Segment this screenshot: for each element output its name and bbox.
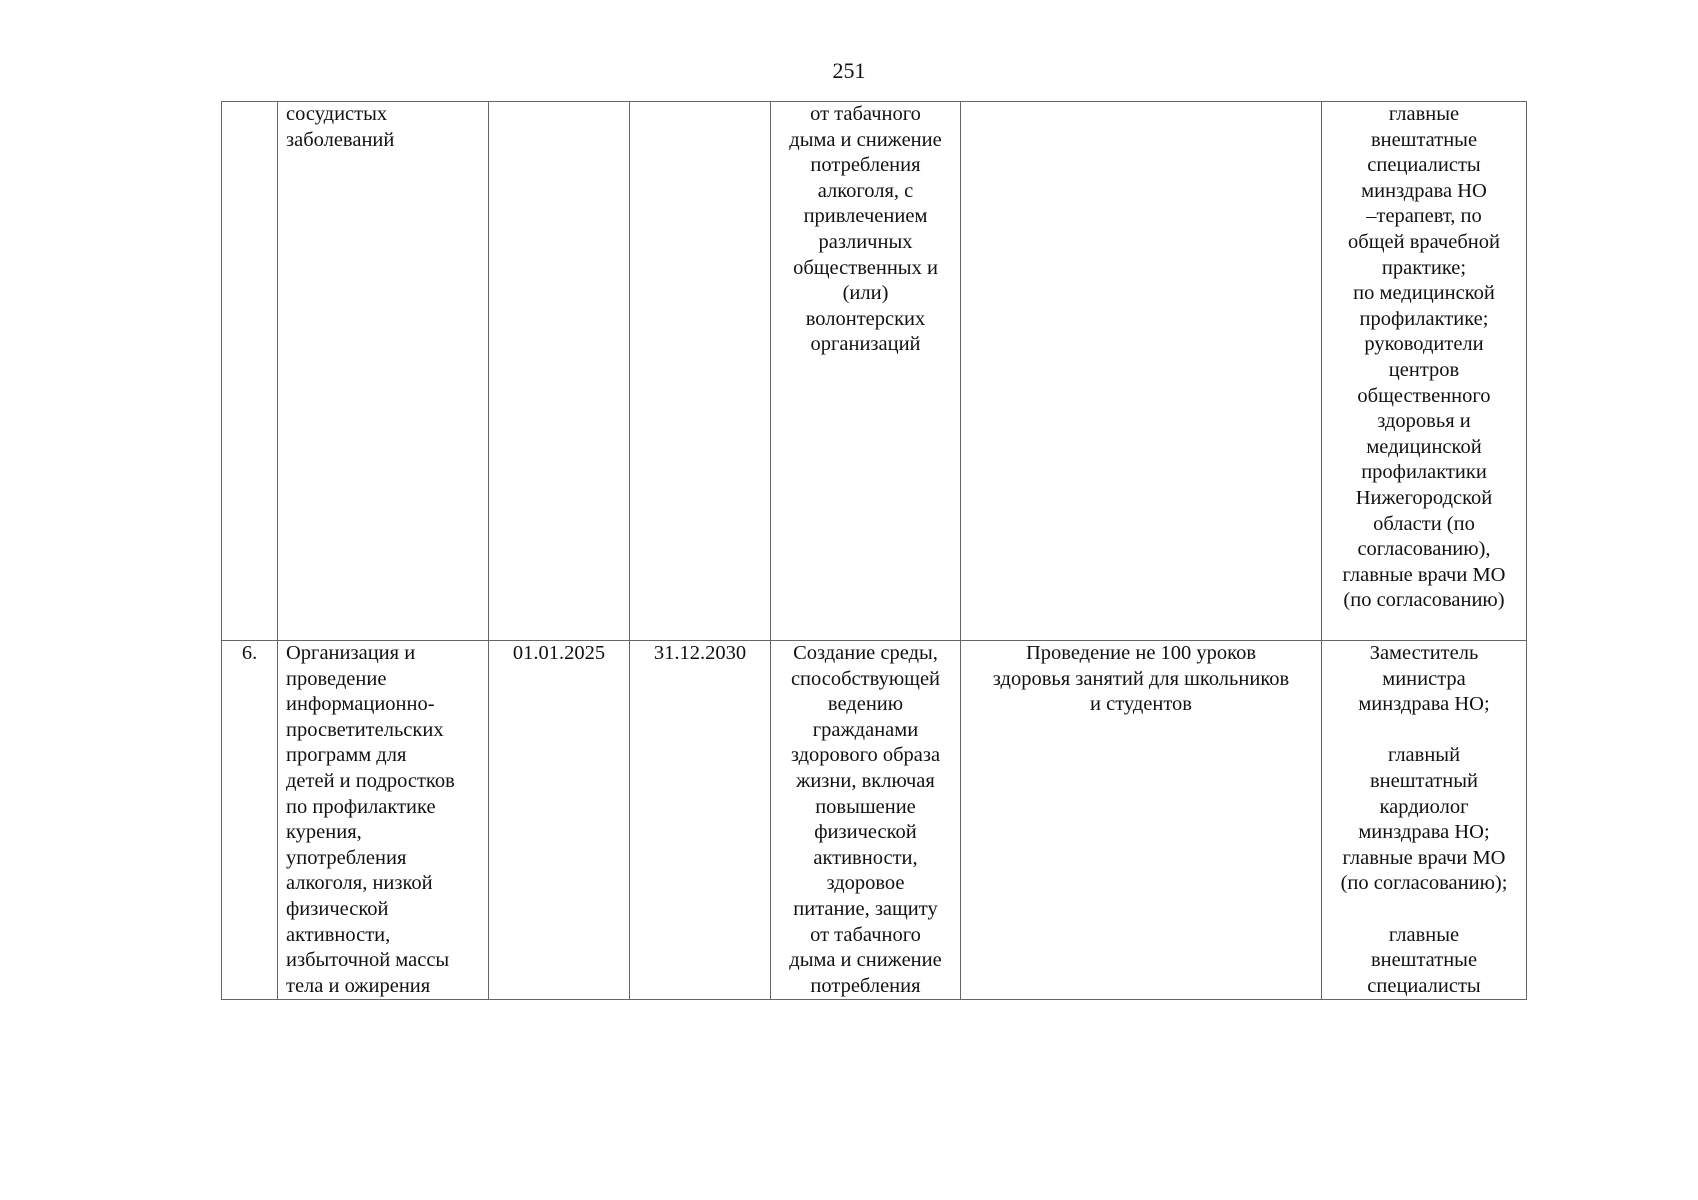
end-date-cell: 31.12.2030 — [630, 641, 771, 1000]
responsible-cell: главные внештатные специалисты минздрава НО –терапевт, по общей врачебной практике; по медицинской профилактике; руководители центров общественного здоровья и медицинской профилактики Нижегородской области (по согласованию), главные врачи МО (по согласованию) — [1322, 102, 1527, 641]
measure-cell: сосудистых заболеваний — [278, 102, 489, 641]
indicator-cell: Проведение не 100 уроков здоровья занятий для школьников и студентов — [961, 641, 1322, 1000]
measure-cell: Организация и проведение информационно- просветительских программ для детей и подростков по профилактике курения, употребления алкоголя, низкой физической активности, избыточной массы тела и ожирения — [278, 641, 489, 1000]
start-date-cell: 01.01.2025 — [489, 641, 630, 1000]
responsible-cell: Заместитель министра минздрава НО; главный внештатный кардиолог минздрава НО; главные врачи МО (по согласованию); главные внештатные специалисты — [1322, 641, 1527, 1000]
indicator-cell — [961, 102, 1322, 641]
table-row — [222, 641, 1527, 1000]
table-row — [222, 102, 1527, 641]
page-number: 251 — [832, 58, 866, 83]
measures-table — [221, 101, 1527, 1000]
row-number-cell — [222, 102, 278, 641]
end-date-cell — [630, 102, 771, 641]
row-number-cell: 6. — [222, 641, 278, 1000]
result-cell: от табачного дыма и снижение потребления алкоголя, с привлечением различных общественных и (или) волонтерских организаций — [771, 102, 961, 641]
start-date-cell — [489, 102, 630, 641]
result-cell: Создание среды, способствующей ведению гражданами здорового образа жизни, включая повышение физической активности, здоровое питание, защиту от табачного дыма и снижение потребления — [771, 641, 961, 1000]
